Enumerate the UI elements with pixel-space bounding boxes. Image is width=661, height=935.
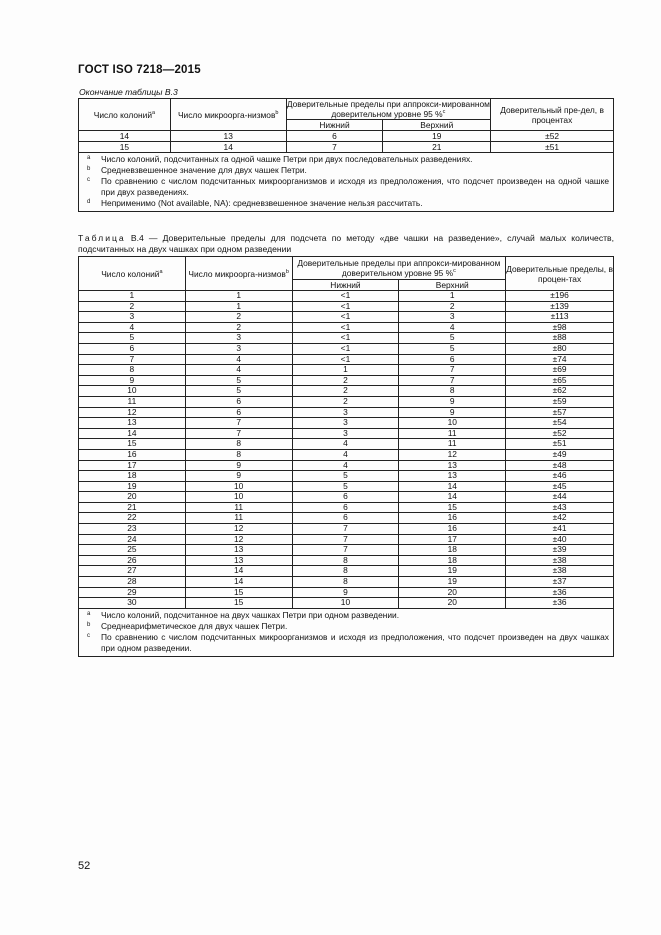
table-cell: 13 xyxy=(399,460,506,471)
table-b3-footnotes xyxy=(79,153,614,212)
table-cell: ±44 xyxy=(506,492,614,503)
table-cell: ±46 xyxy=(506,471,614,482)
table-b4-header-micro: Число микроорга-низмов$^b$ xyxy=(185,257,292,291)
table-cell: 2 xyxy=(292,386,399,397)
table-cell: 4 xyxy=(292,449,399,460)
table-b3-header-micro: Число микроорга-низмов$^b$ xyxy=(170,99,286,131)
table-cell: 18 xyxy=(79,471,186,482)
footnote-text: Неприменимо (Not available, NA): средневзвешенное значение нельзя рассчитать. xyxy=(101,198,423,208)
table-cell: 2 xyxy=(292,396,399,407)
table-b3-body xyxy=(79,131,614,153)
table-row xyxy=(79,534,614,545)
table-row xyxy=(79,471,614,482)
table-cell: 4 xyxy=(185,365,292,376)
table-cell: 7 xyxy=(292,524,399,535)
table-cell: 8 xyxy=(185,439,292,450)
table-cell: 4 xyxy=(399,322,506,333)
table-cell: 28 xyxy=(79,577,186,588)
table-cell: ±41 xyxy=(506,524,614,535)
table-cell: 13 xyxy=(170,131,286,142)
table-cell: 20 xyxy=(399,598,506,609)
table-cell: ±51 xyxy=(506,439,614,450)
table-cell: <1 xyxy=(292,322,399,333)
table-cell: 7 xyxy=(185,418,292,429)
table-cell: 8 xyxy=(292,577,399,588)
table-cell: 9 xyxy=(79,375,186,386)
table-cell: ±45 xyxy=(506,481,614,492)
table-row xyxy=(79,524,614,535)
footnote xyxy=(87,610,609,621)
table-b3-header-lower: Нижний xyxy=(286,120,383,131)
table-cell: 8 xyxy=(292,555,399,566)
table-cell: 5 xyxy=(185,386,292,397)
table-cell: 10 xyxy=(79,386,186,397)
table-b3-header-limits: Доверительные пределы при аппрокси-мированном доверительном уровне 95 %$^c$ xyxy=(286,99,490,119)
table-cell: 2 xyxy=(185,322,292,333)
footnote-mark: b xyxy=(87,166,91,172)
table-cell: 14 xyxy=(185,566,292,577)
table-cell: 1 xyxy=(399,291,506,302)
table-row xyxy=(79,396,614,407)
footnote xyxy=(87,165,609,176)
table-b4-caption: Таблица В.4 — Доверительные пределы для подсчета по методу «две чашки на разведение», случай малых количеств, подсчитанных на двух чашках при одном разведении xyxy=(78,233,615,254)
table-cell: 27 xyxy=(79,566,186,577)
table-cell: 3 xyxy=(292,418,399,429)
table-cell: 5 xyxy=(79,333,186,344)
table-cell: 13 xyxy=(79,418,186,429)
table-row xyxy=(79,312,614,323)
table-row xyxy=(79,333,614,344)
table-row xyxy=(79,131,614,142)
table-row xyxy=(79,587,614,598)
table-b3-header-upper: Верхний xyxy=(383,120,491,131)
table-cell: 10 xyxy=(185,492,292,503)
table-cell: <1 xyxy=(292,354,399,365)
table-cell: 2 xyxy=(399,301,506,312)
table-cell: ±49 xyxy=(506,449,614,460)
table-cell: 3 xyxy=(292,407,399,418)
footnote-text: По сравнению с числом подсчитанных микроорганизмов и исходя из предположения, что подсчет произведен на одной чашке при двух разведениях. xyxy=(101,176,609,197)
table-cell: 3 xyxy=(185,333,292,344)
table-cell: 14 xyxy=(185,577,292,588)
table-cell: 2 xyxy=(292,375,399,386)
table-cell: 9 xyxy=(399,396,506,407)
table-cell: <1 xyxy=(292,333,399,344)
table-cell: 9 xyxy=(185,460,292,471)
table-cell: 6 xyxy=(292,513,399,524)
table-cell: ±88 xyxy=(506,333,614,344)
table-cell: 5 xyxy=(292,481,399,492)
table-cell: <1 xyxy=(292,312,399,323)
table-cell: 6 xyxy=(399,354,506,365)
table-cell: 7 xyxy=(79,354,186,365)
table-cell: 8 xyxy=(292,566,399,577)
table-cell: 8 xyxy=(185,449,292,460)
table-b3 xyxy=(78,98,614,212)
table-cell: 8 xyxy=(399,386,506,397)
table-b4-header-percent: Доверительные пределы, в процен-тах xyxy=(506,257,614,291)
table-cell: 21 xyxy=(79,502,186,513)
table-cell: 14 xyxy=(79,131,171,142)
footnote xyxy=(87,176,609,198)
table-row xyxy=(79,142,614,153)
footnote xyxy=(87,621,609,632)
table-cell: 6 xyxy=(79,343,186,354)
table-cell: 10 xyxy=(185,481,292,492)
table-row xyxy=(79,343,614,354)
table-cell: 15 xyxy=(185,587,292,598)
table-cell: ±59 xyxy=(506,396,614,407)
table-cell: 1 xyxy=(185,291,292,302)
table-cell: 26 xyxy=(79,555,186,566)
table-cell: 14 xyxy=(79,428,186,439)
table-cell: 5 xyxy=(185,375,292,386)
footnote-text: По сравнению с числом подсчитанных микроорганизмов и исходя из предположения, что подсчет произведен на двух чашках при одном разведении. xyxy=(101,631,609,653)
table-cell: 15 xyxy=(79,439,186,450)
table-row xyxy=(79,428,614,439)
table-cell: 9 xyxy=(185,471,292,482)
table-b4-body xyxy=(79,291,614,609)
footnote-text: Средневзвешенное значение для двух чашек Петри. xyxy=(101,165,307,175)
table-cell: 16 xyxy=(399,524,506,535)
table-cell: 3 xyxy=(399,312,506,323)
table-cell: 1 xyxy=(185,301,292,312)
table-cell: 22 xyxy=(79,513,186,524)
table-row xyxy=(79,322,614,333)
table-cell: ±80 xyxy=(506,343,614,354)
table-cell: 11 xyxy=(399,439,506,450)
table-cell: 14 xyxy=(170,142,286,153)
table-cell: ±52 xyxy=(491,131,614,142)
table-cell: 11 xyxy=(185,513,292,524)
table-b3-header-colonies: Число колоний$^a$ xyxy=(79,99,171,131)
table-cell: 11 xyxy=(399,428,506,439)
table-cell: <1 xyxy=(292,343,399,354)
table-cell: 20 xyxy=(79,492,186,503)
table-cell: 18 xyxy=(399,555,506,566)
table-cell: 12 xyxy=(185,524,292,535)
table-cell: 19 xyxy=(399,577,506,588)
table-cell: 9 xyxy=(399,407,506,418)
table-cell: <1 xyxy=(292,301,399,312)
table-cell: 17 xyxy=(399,534,506,545)
footnote xyxy=(87,632,609,654)
table-row xyxy=(79,386,614,397)
table-cell: 6 xyxy=(185,396,292,407)
table-cell: 7 xyxy=(399,375,506,386)
table-row xyxy=(79,407,614,418)
table-cell: ±113 xyxy=(506,312,614,323)
table-cell: 11 xyxy=(185,502,292,513)
table-cell: 6 xyxy=(292,502,399,513)
table-cell: 21 xyxy=(383,142,491,153)
table-cell: ±62 xyxy=(506,386,614,397)
table-cell: 13 xyxy=(185,545,292,556)
footnote xyxy=(87,154,609,165)
table-cell: ±38 xyxy=(506,566,614,577)
footnote-mark: c xyxy=(87,177,90,183)
table-row xyxy=(79,492,614,503)
table-cell: 5 xyxy=(399,333,506,344)
table-cell: 15 xyxy=(185,598,292,609)
table-cell: 14 xyxy=(399,481,506,492)
table-row xyxy=(79,566,614,577)
table-row xyxy=(79,513,614,524)
table-row xyxy=(79,375,614,386)
table-b3-header-percent: Доверительный пре-дел, в процентах xyxy=(491,99,614,131)
table-b4 xyxy=(78,256,614,657)
table-cell: 4 xyxy=(79,322,186,333)
table-cell: ±69 xyxy=(506,365,614,376)
table-cell: 16 xyxy=(399,513,506,524)
table-row xyxy=(79,460,614,471)
table-cell: 30 xyxy=(79,598,186,609)
table-cell: 12 xyxy=(185,534,292,545)
table-cell: 7 xyxy=(399,365,506,376)
table-cell: 6 xyxy=(286,131,383,142)
table-cell: 15 xyxy=(399,502,506,513)
table-cell: <1 xyxy=(292,291,399,302)
table-cell: 19 xyxy=(399,566,506,577)
table-cell: ±36 xyxy=(506,598,614,609)
table-cell: ±42 xyxy=(506,513,614,524)
table-row xyxy=(79,439,614,450)
table-cell: 10 xyxy=(399,418,506,429)
table-cell: 5 xyxy=(292,471,399,482)
table-cell: ±196 xyxy=(506,291,614,302)
table-cell: 13 xyxy=(185,555,292,566)
table-cell: 19 xyxy=(383,131,491,142)
table-cell: 10 xyxy=(292,598,399,609)
table-row xyxy=(79,577,614,588)
table-cell: ±65 xyxy=(506,375,614,386)
table-cell: ±74 xyxy=(506,354,614,365)
table-row xyxy=(79,354,614,365)
footnote-mark: a xyxy=(87,610,91,617)
table-cell: ±48 xyxy=(506,460,614,471)
footnote-mark: c xyxy=(87,632,90,639)
table-cell: 9 xyxy=(292,587,399,598)
table-cell: 4 xyxy=(292,439,399,450)
table-b4-header-limits: Доверительные пределы при аппрокси-мированном доверительном уровне 95 %$^c$ xyxy=(292,257,506,280)
table-b4-footnotes xyxy=(79,608,614,656)
table-cell: 2 xyxy=(79,301,186,312)
table-cell: 18 xyxy=(399,545,506,556)
table-row xyxy=(79,301,614,312)
table-cell: 3 xyxy=(185,343,292,354)
table-cell: 17 xyxy=(79,460,186,471)
footnote-text: Число колоний, подсчитанных га одной чашке Петри при двух последовательных разведениях. xyxy=(101,154,473,164)
table-cell: ±43 xyxy=(506,502,614,513)
table-cell: ±52 xyxy=(506,428,614,439)
table-cell: 2 xyxy=(185,312,292,323)
table-cell: ±36 xyxy=(506,587,614,598)
table-cell: 20 xyxy=(399,587,506,598)
table-b3-caption: Окончание таблицы В.3 xyxy=(79,87,178,97)
table-cell: 25 xyxy=(79,545,186,556)
page-header-title: ГОСТ ISO 7218—2015 xyxy=(78,64,201,76)
table-cell: ±98 xyxy=(506,322,614,333)
table-row xyxy=(79,598,614,609)
table-cell: 11 xyxy=(79,396,186,407)
table-cell: 13 xyxy=(399,471,506,482)
table-cell: 7 xyxy=(292,534,399,545)
table-cell: 19 xyxy=(79,481,186,492)
table-b4-header-lower: Нижний xyxy=(292,280,399,291)
table-row xyxy=(79,555,614,566)
table-cell: 1 xyxy=(79,291,186,302)
table-cell: ±139 xyxy=(506,301,614,312)
table-cell: ±38 xyxy=(506,555,614,566)
table-cell: 24 xyxy=(79,534,186,545)
footnote-mark: b xyxy=(87,621,91,628)
table-cell: 5 xyxy=(399,343,506,354)
table-cell: 12 xyxy=(79,407,186,418)
table-cell: 7 xyxy=(286,142,383,153)
table-cell: ±51 xyxy=(491,142,614,153)
table-cell: ±57 xyxy=(506,407,614,418)
footnote-text: Среднеарифметическое для двух чашек Петри. xyxy=(101,620,288,631)
table-cell: 15 xyxy=(79,142,171,153)
table-b4-header-upper: Верхний xyxy=(399,280,506,291)
table-cell: 6 xyxy=(292,492,399,503)
table-cell: 23 xyxy=(79,524,186,535)
table-cell: ±54 xyxy=(506,418,614,429)
table-cell: ±39 xyxy=(506,545,614,556)
table-cell: ±37 xyxy=(506,577,614,588)
table-cell: 8 xyxy=(79,365,186,376)
table-cell: 12 xyxy=(399,449,506,460)
table-row xyxy=(79,502,614,513)
table-cell: 3 xyxy=(79,312,186,323)
table-cell: 4 xyxy=(185,354,292,365)
table-cell: 6 xyxy=(185,407,292,418)
table-cell: 1 xyxy=(292,365,399,376)
table-cell: 3 xyxy=(292,428,399,439)
table-cell: 7 xyxy=(185,428,292,439)
footnote-mark: a xyxy=(87,155,91,161)
footnote xyxy=(87,198,609,209)
table-b4-header-colonies: Число колоний$^a$ xyxy=(79,257,186,291)
table-cell: 7 xyxy=(292,545,399,556)
table-cell: ±40 xyxy=(506,534,614,545)
table-row xyxy=(79,481,614,492)
table-cell: 29 xyxy=(79,587,186,598)
table-cell: 14 xyxy=(399,492,506,503)
table-row xyxy=(79,291,614,302)
table-row xyxy=(79,365,614,376)
table-row xyxy=(79,449,614,460)
page-number: 52 xyxy=(78,860,91,872)
table-row xyxy=(79,418,614,429)
footnote-text: Число колоний, подсчитанное на двух чашках Петри при одном разведении. xyxy=(101,609,400,620)
table-cell: 4 xyxy=(292,460,399,471)
table-row xyxy=(79,545,614,556)
table-cell: 16 xyxy=(79,449,186,460)
footnote-mark: d xyxy=(87,199,91,205)
